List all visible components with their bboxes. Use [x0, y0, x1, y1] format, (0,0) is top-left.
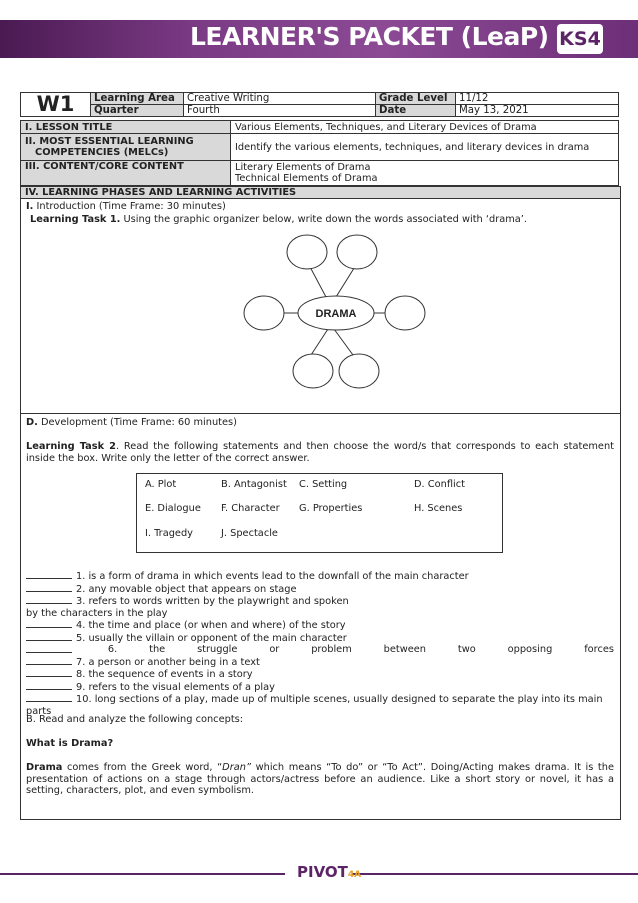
item-4: 4. the time and place (or when and where) of the story: [26, 619, 614, 632]
organizer-center-label: DRAMA: [315, 308, 357, 320]
bubble-top-left: [287, 235, 327, 269]
choice-a: A. Plot: [145, 479, 177, 490]
content-line1: Literary Elements of Drama: [235, 162, 371, 173]
bubble-bottom-left: [293, 354, 333, 388]
learning-phases-box: [20, 186, 621, 820]
item-3-cont: by the characters in the play: [26, 607, 168, 619]
bubble-right: [385, 296, 425, 330]
melc-label-line2: COMPETENCIES (MELCs): [35, 147, 169, 158]
melc-label-line1: II. MOST ESSENTIAL LEARNING: [25, 136, 194, 147]
item-10: 10. long sections of a play, made up of multiple scenes, usually designed to separate the play into its main parts: [26, 694, 603, 717]
lesson-title-label: I. LESSON TITLE: [21, 121, 231, 134]
lesson-title-value: Various Elements, Techniques, and Literary Devices of Drama: [231, 121, 619, 134]
item-3: 3. refers to words written by the playwright and spoken: [26, 595, 614, 608]
bubble-top-right: [337, 235, 377, 269]
choice-i: I. Tragedy: [145, 528, 193, 539]
learning-area-value: Creative Writing: [184, 93, 376, 105]
drama-term: Drama: [26, 762, 63, 773]
answer-blank[interactable]: [26, 570, 72, 579]
section-divider: [21, 413, 620, 414]
item-2: 2. any movable object that appears on stage: [26, 583, 614, 596]
ks-badge: KS4: [557, 24, 603, 54]
content-line2: Technical Elements of Drama: [235, 173, 378, 184]
banner-title: LEARNER'S PACKET (LeaP): [190, 22, 549, 51]
content-value: [231, 161, 619, 186]
choice-c: C. Setting: [299, 479, 348, 490]
items-list: [26, 570, 614, 717]
choice-d: D. Conflict: [414, 479, 465, 490]
intro-label: I.: [26, 201, 34, 212]
quarter-label: Quarter: [91, 105, 184, 117]
choice-f: F. Character: [221, 503, 280, 514]
choice-h: H. Scenes: [414, 503, 463, 514]
melc-label: [21, 134, 231, 161]
choice-g: G. Properties: [299, 503, 363, 514]
melc-value: Identify the various elements, techniques, and literary devices in drama: [231, 134, 619, 161]
content-label: III. CONTENT/CORE CONTENT: [21, 161, 231, 186]
item-5: 5. usually the villain or opponent of the main character: [26, 632, 614, 645]
grade-level-value: 11/12: [456, 93, 619, 105]
spoke-bottom-left: [311, 329, 328, 355]
choices-box: [136, 473, 503, 553]
answer-blank[interactable]: [26, 681, 72, 690]
answer-blank[interactable]: [26, 595, 72, 604]
quarter-value: Fourth: [184, 105, 376, 117]
week-label: W1: [21, 93, 91, 117]
intro-text: Introduction (Time Frame: 30 minutes): [33, 201, 226, 212]
item-9: 9. refers to the visual elements of a play: [26, 681, 614, 694]
concepts-intro: B. Read and analyze the following concepts:: [26, 714, 244, 725]
greek-word: Dran”: [222, 762, 252, 773]
spoke-bottom-right: [334, 329, 353, 355]
introduction-line: [26, 201, 614, 213]
choice-j: J. Spectacle: [221, 528, 278, 539]
task1-line: [30, 214, 618, 226]
answer-blank[interactable]: [26, 656, 72, 665]
date-value: May 13, 2021: [456, 105, 619, 117]
development-line: [26, 417, 614, 429]
item-6: 6. the struggle or problem between two opposing forces: [26, 644, 614, 656]
pivot-logo: PIVOT4A: [297, 863, 362, 881]
item-1: 1. is a form of drama in which events lead to the downfall of the main character: [26, 570, 614, 583]
task1-text: Using the graphic organizer below, write down the words associated with ‘drama’.: [120, 214, 527, 225]
bubble-bottom-right: [339, 354, 379, 388]
spoke-top-left: [309, 265, 326, 297]
sections-table: [20, 120, 619, 186]
grade-level-label: Grade Level: [376, 93, 456, 105]
item-7: 7. a person or another being in a text: [26, 656, 614, 669]
concepts-heading: What is Drama?: [26, 738, 114, 749]
footer-line-right: [352, 873, 638, 875]
answer-blank[interactable]: [26, 583, 72, 592]
choice-b: B. Antagonist: [221, 479, 287, 490]
item-8: 8. the sequence of events in a story: [26, 668, 614, 681]
footer-line-left: [0, 873, 285, 875]
task2-text: . Read the following statements and then choose the word/s that corresponds to each statement inside the box. Write only the letter of the correct answer.: [26, 441, 614, 464]
spoke-top-right: [336, 265, 356, 297]
task2-label: Learning Task 2: [26, 441, 116, 452]
task2-instructions: [26, 441, 614, 464]
task1-label: Learning Task 1.: [30, 214, 121, 225]
graphic-organizer: [241, 233, 431, 393]
dev-label: D.: [26, 417, 38, 428]
choice-e: E. Dialogue: [145, 503, 201, 514]
answer-blank[interactable]: [26, 619, 72, 628]
learning-area-label: Learning Area: [91, 93, 184, 105]
answer-blank[interactable]: [26, 693, 72, 702]
dev-text: Development (Time Frame: 60 minutes): [37, 417, 237, 428]
drama-definition: Drama comes from the Greek word, “Dran” which means “To do” or “To Act”. Doing/Acting makes drama. It is the presentation of actions on a stage through actors/actress before an audience. Like a short story or novel, it has a setting, characters, plot, and even symbolism.: [26, 762, 614, 796]
header-table: [20, 92, 619, 117]
answer-blank[interactable]: [26, 632, 72, 641]
date-label: Date: [376, 105, 456, 117]
answer-blank[interactable]: [26, 644, 72, 653]
phases-title: IV. LEARNING PHASES AND LEARNING ACTIVITIES: [21, 187, 620, 199]
bubble-left: [244, 296, 284, 330]
answer-blank[interactable]: [26, 668, 72, 677]
